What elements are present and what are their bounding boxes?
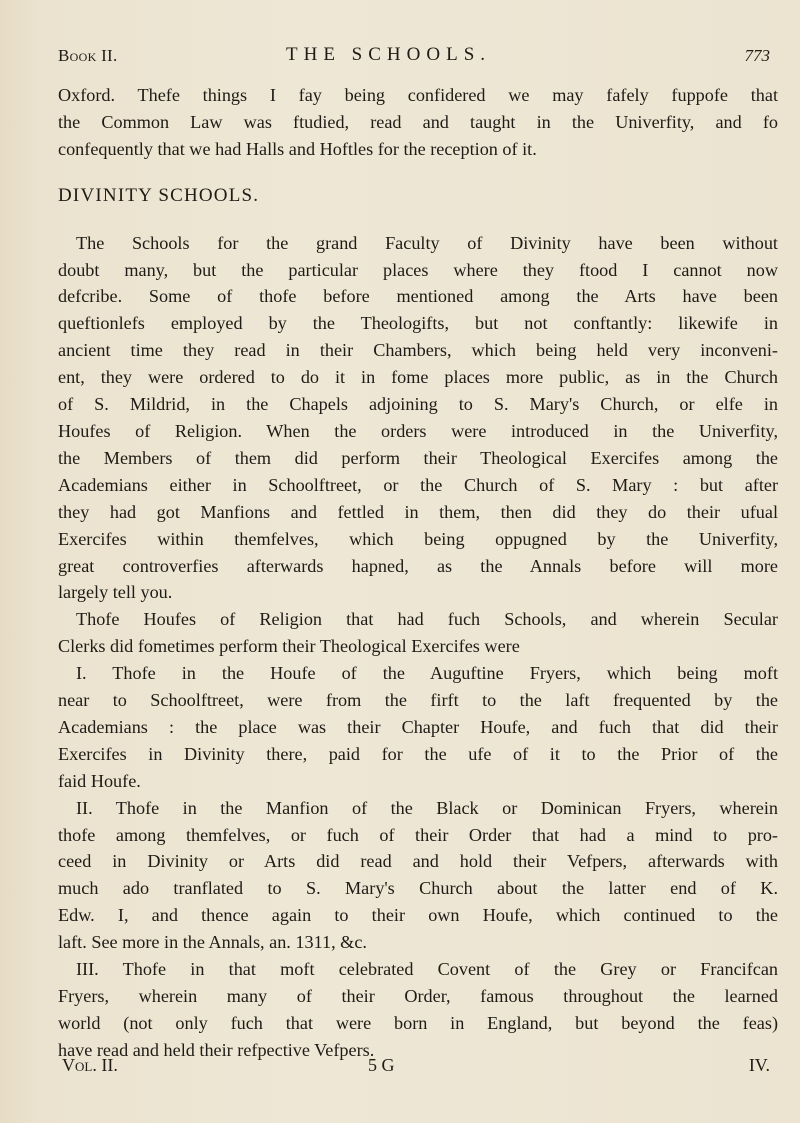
text-line: Academians : the place was their Chapter Houfe, and fuch that did their (58, 716, 778, 737)
text-line: largely tell you. (58, 582, 173, 603)
text-line: Academians either in Schoolftreet, or the Church of S. Mary : but after (58, 474, 778, 495)
text-line: III. Thofe in that moft celebrated Covent of the Grey or Francifcan (76, 959, 778, 980)
intro-paragraph (58, 82, 778, 163)
signature-mark: 5 G (368, 1055, 395, 1075)
text-line: I. Thofe in the Houfe of the Auguftine Fryers, which being moft (76, 663, 778, 684)
page-number: 773 (744, 46, 770, 65)
volume-label: Vol. II. (62, 1055, 118, 1075)
text-line: near to Schoolftreet, were from the firft to the laft frequented by the (58, 690, 778, 711)
text-line: Edw. I, and thence again to their own Houfe, which continued to the (58, 905, 778, 926)
text-line: great controverfies afterwards hapned, as the Annals before will more (58, 555, 778, 576)
text-line: ent, they were ordered to do it in fome places more public, as in the Church (58, 367, 778, 388)
text-line: defcribe. Some of thofe before mentioned among the Arts have been (58, 286, 778, 307)
text-line: laft. See more in the Annals, an. 1311, &c. (58, 932, 367, 953)
text-line: Exercifes in Divinity there, paid for the ufe of it to the Prior of the (58, 743, 778, 764)
text-line: much ado tranflated to S. Mary's Church about the latter end of K. (58, 878, 778, 899)
paragraph-augustine-fryers (58, 660, 778, 795)
catchword: IV. (748, 1055, 770, 1075)
text-line: ceed in Divinity or Arts did read and hold their Vefpers, afterwards with (58, 851, 778, 872)
text-line: queftionlefs employed by the Theologifts, but not conftantly: likewife in (58, 313, 778, 334)
text-line: world (not only fuch that were born in England, but beyond the feas) (58, 1012, 778, 1033)
page-footer (62, 1055, 770, 1083)
text-line: ancient time they read in their Chambers, which being held very inconveni- (58, 340, 778, 361)
running-header (58, 42, 770, 72)
paragraph-divinity-schools (58, 230, 778, 607)
text-line: of S. Mildrid, in the Chapels adjoining to S. Mary's Church, or elfe in (58, 394, 778, 415)
text-line: they had got Manfions and fettled in them, then did they do their ufual (58, 501, 778, 522)
text-line: confequently that we had Halls and Hoftles for the reception of it. (58, 138, 537, 159)
paragraph-houses-of-religion (58, 606, 778, 660)
text-line: II. Thofe in the Manfion of the Black or Dominican Fryers, wherein (76, 797, 778, 818)
text-line: Fryers, wherein many of their Order, famous throughout the learned (58, 986, 778, 1006)
text-line: doubt many, but the particular places where they ftood I cannot now (58, 259, 778, 280)
page-body (58, 82, 778, 1064)
running-title: THE SCHOOLS. (286, 44, 492, 65)
text-line: Clerks did fometimes perform their Theological Exercifes were (58, 636, 520, 657)
paragraph-dominican-fryers (58, 795, 778, 956)
text-line: the Members of them did perform their Theological Exercifes among the (58, 447, 778, 468)
text-line: Oxford. Thefe things I fay being confidered we may fafely fuppofe that (58, 85, 778, 105)
text-line: Thofe Houfes of Religion that had fuch Schools, and wherein Secular (76, 609, 778, 630)
text-line: faid Houfe. (58, 770, 141, 791)
paragraph-franciscan-fryers (58, 956, 778, 1064)
text-line: thofe among themfelves, or fuch of their Order that had a mind to pro- (58, 824, 778, 845)
book-label: Book II. (58, 46, 118, 65)
text-line: have read and held their refpective Vefpers. (58, 1039, 375, 1060)
section-heading: DIVINITY SCHOOLS. (58, 184, 260, 206)
text-line: Houfes of Religion. When the orders were introduced in the Univerfity, (58, 420, 778, 441)
text-line: The Schools for the grand Faculty of Divinity have been without (76, 232, 778, 253)
text-line: Exercifes within themfelves, which being oppugned by the Univerfity, (58, 528, 778, 549)
text-line: the Common Law was ftudied, read and taught in the Univerfity, and fo (58, 111, 778, 132)
